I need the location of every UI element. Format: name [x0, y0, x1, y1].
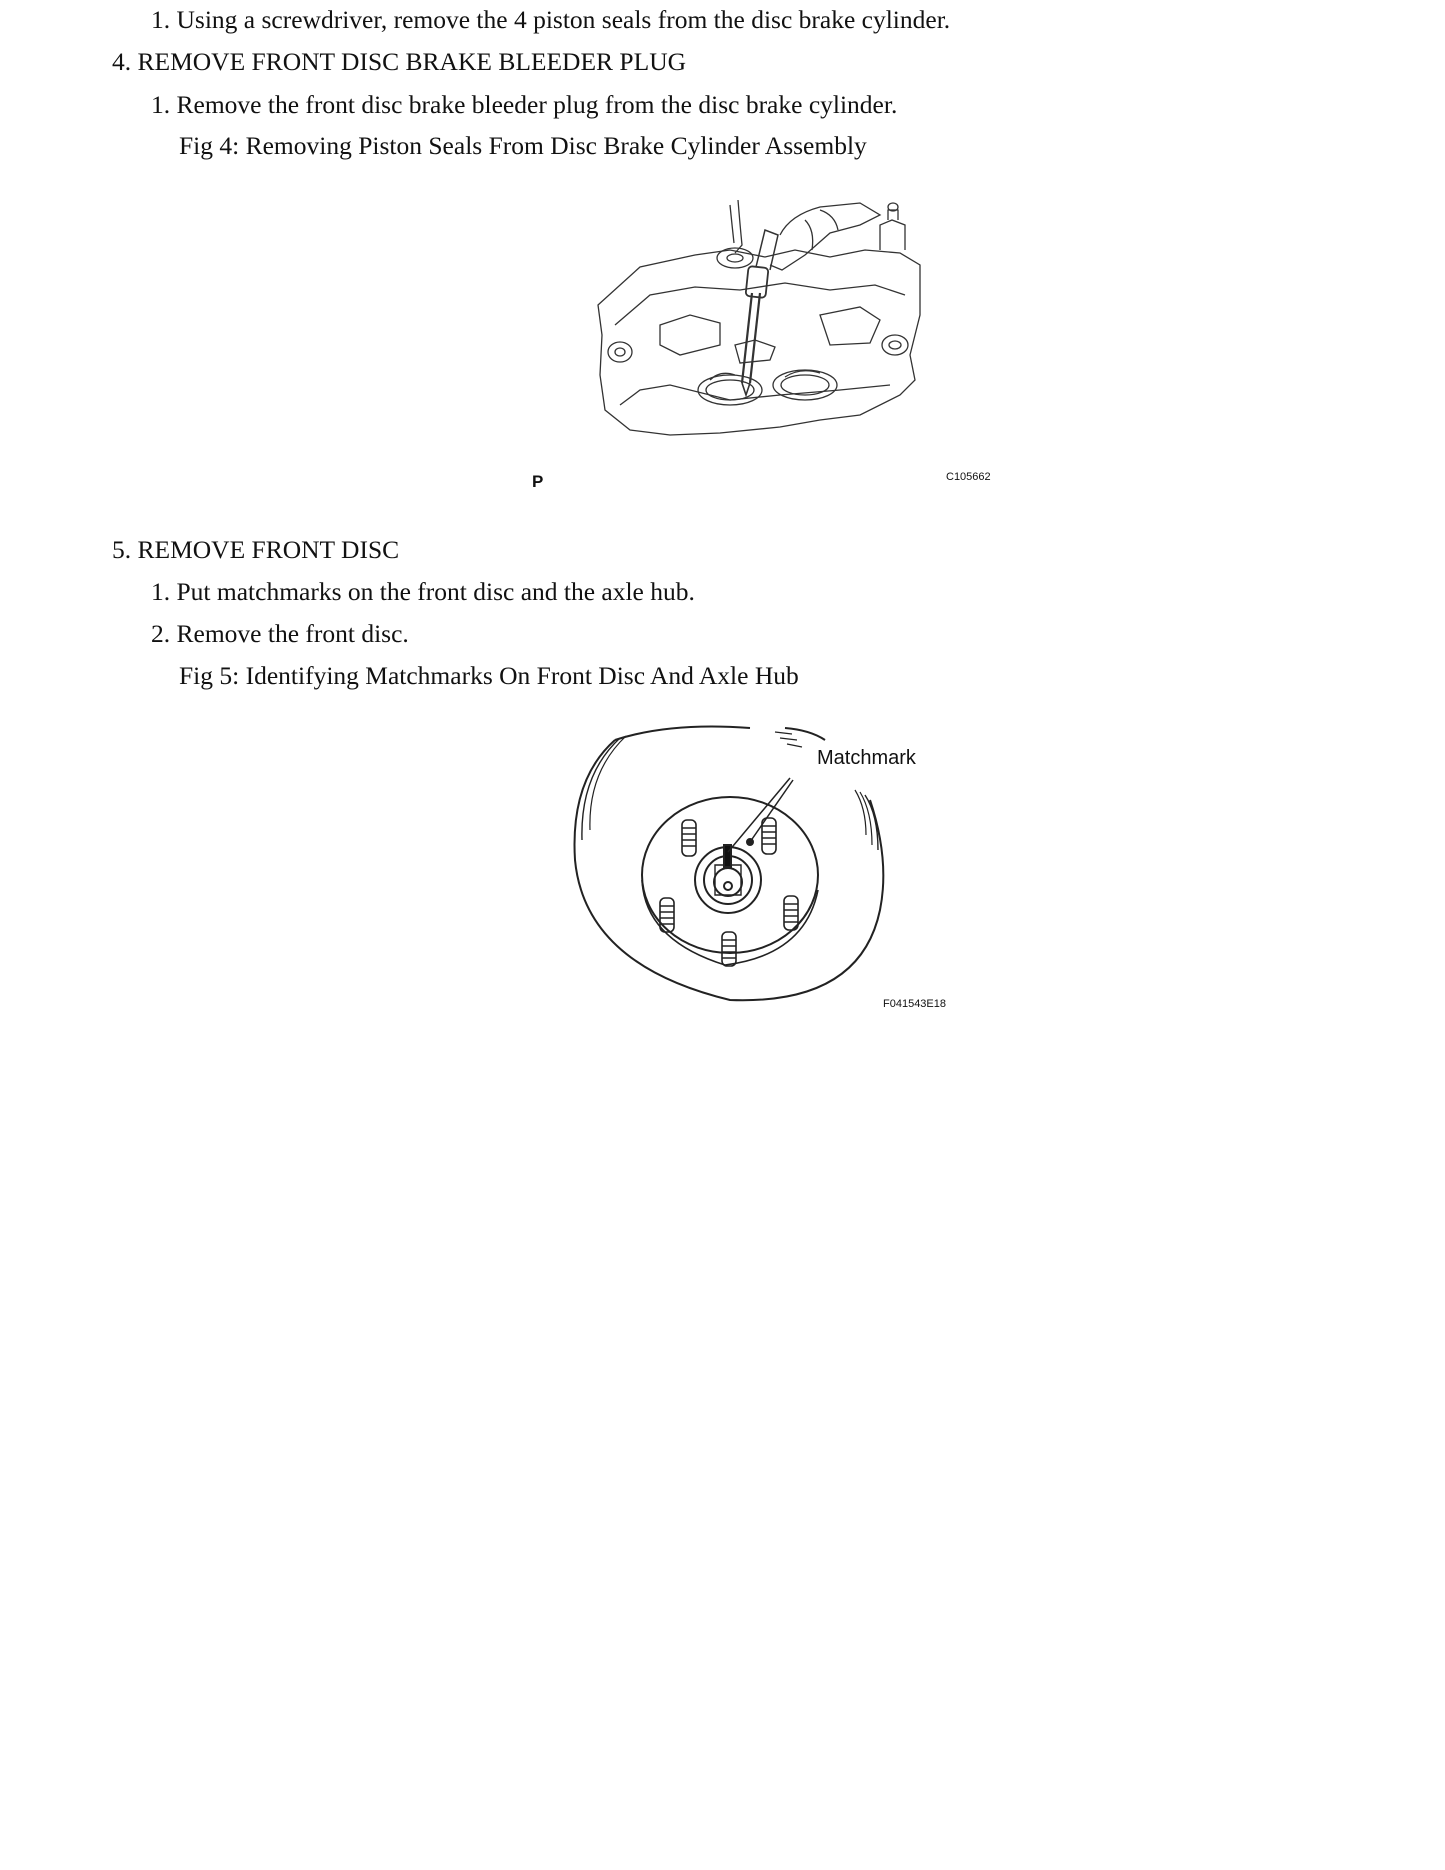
figure-4-illustration [520, 195, 1010, 505]
figure-5-callout [815, 745, 945, 771]
figure-4-corner-letter [530, 470, 550, 492]
step-5-2-text: 2. Remove the front disc. [151, 619, 409, 648]
figure-4-caption: Fig 4: Removing Piston Seals From Disc Brake Cylinder Assembly [179, 131, 867, 160]
figure-5-callout-text: Matchmark [817, 747, 916, 769]
step-5-heading: 5. REMOVE FRONT DISC [112, 535, 400, 564]
step-4-heading: 4. REMOVE FRONT DISC BRAKE BLEEDER PLUG [112, 47, 687, 76]
step-5-1-text: 1. Put matchmarks on the front disc and the axle hub. [151, 577, 695, 606]
step-4-1-text: 1. Remove the front disc brake bleeder plug from the disc brake cylinder. [151, 90, 898, 119]
figure-4-code [945, 468, 1025, 484]
figure-4-code-text: C105662 [946, 471, 991, 483]
figure-5-code [882, 995, 972, 1011]
step-3-1-text: 1. Using a screwdriver, remove the 4 piston seals from the disc brake cylinder. [151, 5, 951, 34]
figure-5-caption: Fig 5: Identifying Matchmarks On Front Disc And Axle Hub [179, 661, 799, 690]
figure-5-code-text: F041543E18 [883, 998, 946, 1010]
figure-4-letter-text: P [532, 472, 544, 491]
